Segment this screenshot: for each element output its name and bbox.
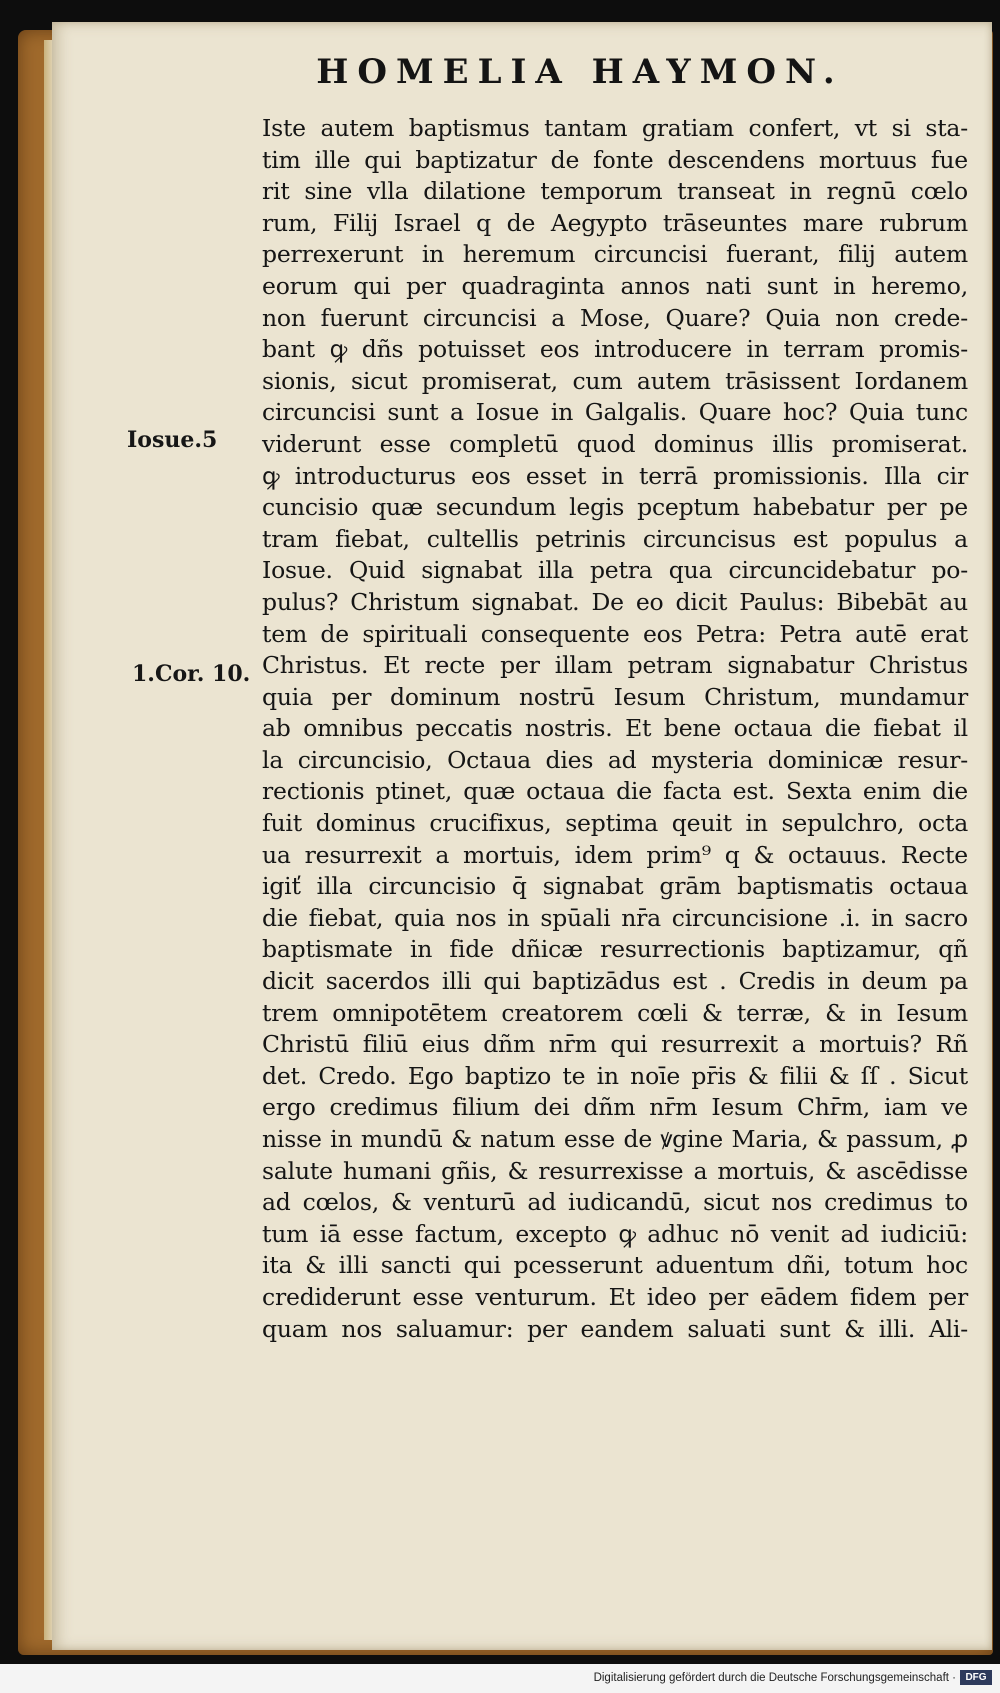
text-line: rum, Filij Israel q de Aegypto trāseuntes mare rubrum [262, 208, 968, 237]
text-line: ergo credimus filium dei dñm nr̄m Iesum Chr̄m, iam ve [262, 1093, 968, 1122]
text-line: ita & illi sancti qui pcesserunt aduentum dñi, totum hoc [262, 1251, 968, 1280]
text-line: bant ꝙ dñs potuisset eos introducere in terram promis- [262, 335, 968, 364]
text-line: igiť illa circuncisio q̄ signabat grām baptismatis octaua [262, 872, 968, 901]
text-line: tem de spirituali consequente eos Petra: Petra autē erat [262, 619, 968, 648]
text-line: ab omnibus peccatis nostris. Et bene octaua die fiebat il [262, 714, 968, 743]
text-line: pulus? Christum signabat. De eo dicit Paulus: Bibebāt au [262, 587, 968, 616]
text-line: crediderunt esse venturum. Et ideo per eādem fidem per [262, 1282, 968, 1311]
text-line: ad cœlos, & venturū ad iudicandū, sicut nos credimus to [262, 1188, 968, 1217]
text-line: sionis, sicut promiserat, cum autem trāsissent Iordanem [262, 366, 968, 395]
text-line: baptismate in fide dñicæ resurrectionis baptizamur, qñ [262, 935, 968, 964]
text-line: viderunt esse completū quod dominus illis promiserat. [262, 429, 968, 458]
text-line: fuit dominus crucifixus, septima qeuit in sepulchro, octa [262, 809, 968, 838]
text-line: ua resurrexit a mortuis, idem prim⁹ q & octauus. Recte [262, 840, 968, 869]
text-line: quam nos saluamur: per eandem saluati sunt & illi. Ali- [262, 1314, 968, 1343]
text-line: salute humani gñis, & resurrexisse a mortuis, & ascēdisse [262, 1156, 968, 1185]
text-line: perrexerunt in heremum circuncisi fuerant, filij autem [262, 240, 968, 269]
footer-credit: Digitalisierung gefördert durch die Deutsche Forschungsgemeinschaft · [593, 1672, 956, 1684]
text-line: rectionis ptinet, quæ octaua die facta est. Sexta enim die [262, 777, 968, 806]
margin-note-corinthians: 1.Cor. 10. [132, 661, 251, 687]
text-line: Christus. Et recte per illam petram signabatur Christus [262, 651, 968, 680]
text-line: circuncisi sunt a Iosue in Galgalis. Quare hoc? Quia tunc [262, 398, 968, 427]
text-line: la circuncisio, Octaua dies ad mysteria dominicæ resur- [262, 745, 968, 774]
text-line: Iste autem baptismus tantam gratiam confert, vt si sta- [262, 114, 968, 142]
text-line: tim ille qui baptizatur de fonte descendens mortuus fue [262, 145, 968, 174]
text-line: ꝙ introducturus eos esset in terrā promissionis. Illa cir [262, 461, 968, 490]
dfg-logo-icon: DFG [960, 1670, 992, 1685]
text-line: rit sine vlla dilatione temporum transeat in regnū cœlo [262, 177, 968, 206]
text-line: die fiebat, quia nos in spūali nr̄a circuncisione .i. in sacro [262, 903, 968, 932]
text-line: Iosue. Quid signabat illa petra qua circuncidebatur po- [262, 556, 968, 585]
text-line: dicit sacerdos illi qui baptizādus est . Credis in deum pa [262, 967, 968, 996]
text-line: nisse in mundū & natum esse de ꝟgine Maria, & passum, ꝓ [262, 1125, 968, 1153]
text-line: non fuerunt circuncisi a Mose, Quare? Quia non crede- [262, 303, 968, 332]
text-line: tram fiebat, cultellis petrinis circuncisus est populus a [262, 524, 968, 553]
text-line: det. Credo. Ego baptizo te in noīe pr̄is & filii & ſſ . Sicut [262, 1061, 968, 1090]
text-line: eorum qui per quadraginta annos nati sunt in heremo, [262, 271, 968, 300]
body-text [262, 113, 968, 1345]
margin-note-iosue: Iosue.5 [127, 427, 218, 453]
text-line: tum iā esse factum, excepto ꝙ adhuc nō venit ad iudiciū: [262, 1219, 968, 1248]
text-line: cuncisio quæ secundum legis pceptum habebatur per pe [262, 493, 968, 522]
text-line: Christū filiū eius dñm nr̄m qui resurrexit a mortuis? Rñ [262, 1030, 968, 1059]
text-line: trem omnipotētem creatorem cœli & terræ, & in Iesum [262, 998, 968, 1027]
text-line: quia per dominum nostrū Iesum Christum, mundamur [262, 682, 968, 711]
running-header: HOMELIA HAYMON. [316, 52, 844, 92]
